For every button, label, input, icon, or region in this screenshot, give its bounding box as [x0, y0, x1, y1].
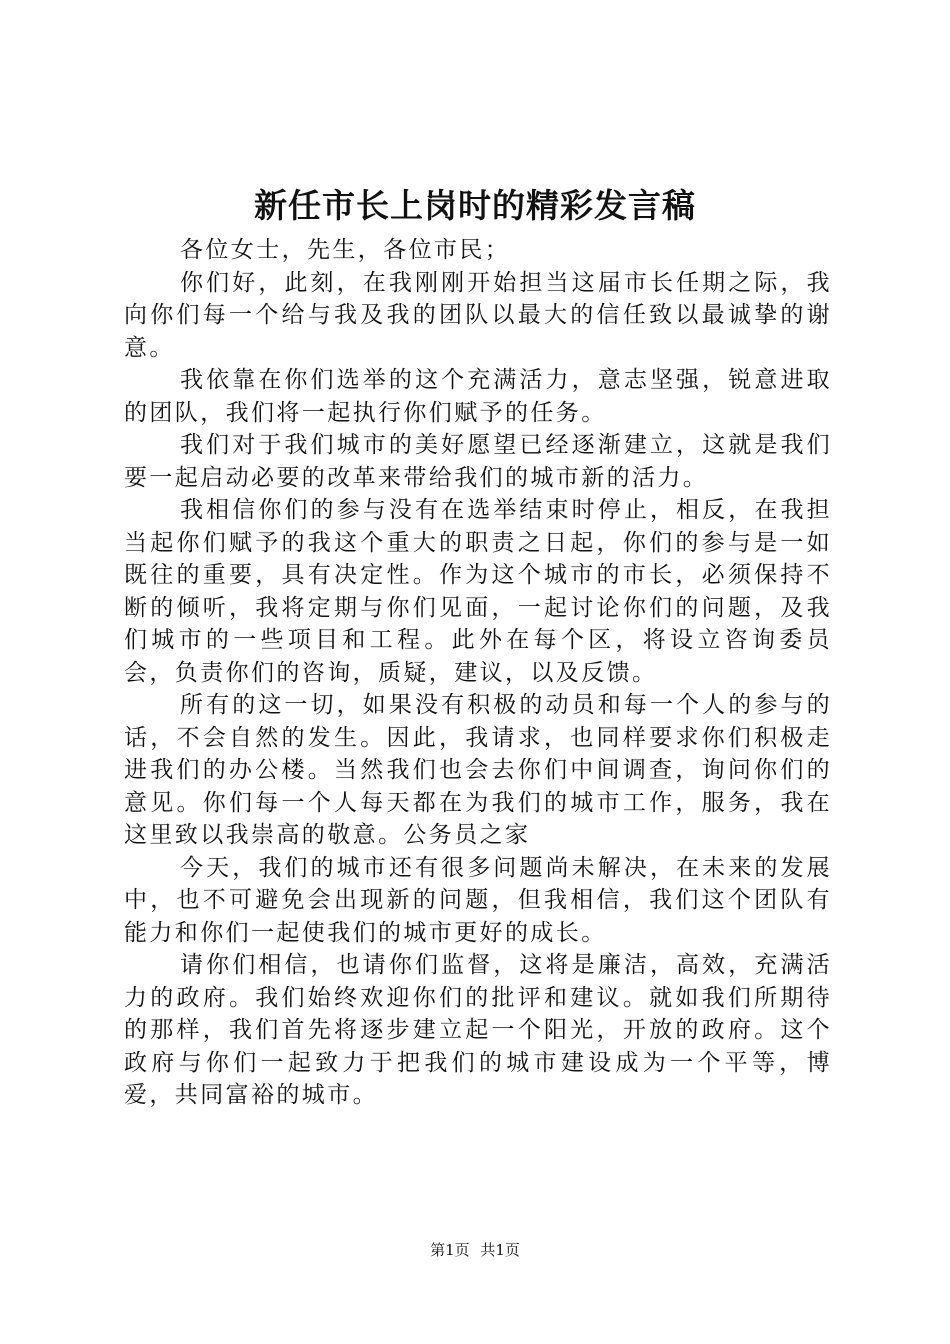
- page-number-total: 共1页: [480, 1241, 520, 1259]
- paragraph: 我相信你们的参与没有在选举结束时停止，相反，在我担当起你们赋予的我这个重大的职责之日起，你们的参与是一如既往的重要，具有决定性。作为这个城市的市长，必须保持不断的倾听，我将定期与你们见面，一起讨论你们的问题，及我们城市的一些项目和工程。此外在每个区，将设立咨询委员会，负责你们的咨询，质疑，建议，以及反馈。: [124, 497, 832, 686]
- paragraph: 我们对于我们城市的美好愿望已经逐渐建立，这就是我们要一起启动必要的改革来带给我们的城市新的活力。: [124, 432, 832, 491]
- paragraph: 你们好，此刻，在我刚刚开始担当这届市长任期之际，我向你们每一个给与我及我的团队以最大的信任致以最诚挚的谢意。: [124, 269, 832, 361]
- paragraph: 我依靠在你们选举的这个充满活力，意志坚强，锐意进取的团队，我们将一起执行你们赋予的任务。: [124, 367, 832, 426]
- paragraph: 今天，我们的城市还有很多问题尚未解决，在未来的发展中，也不可避免会出现新的问题，但我相信，我们这个团队有能力和你们一起使我们的城市更好的成长。: [124, 854, 832, 946]
- paragraph: 所有的这一切，如果没有积极的动员和每一个人的参与的话，不会自然的发生。因此，我请求，也同样要求你们积极走进我们的办公楼。当然我们也会去你们中间调查，询问你们的意见。你们每一个人每天都在为我们的城市工作，服务，我在这里致以我崇高的敬意。公务员之家: [124, 692, 832, 848]
- document-body: [124, 234, 832, 1112]
- paragraph-greeting: 各位女士，先生，各位市民；: [180, 237, 511, 263]
- page-footer: [0, 1240, 950, 1260]
- paragraph: 请你们相信，也请你们监督，这将是廉洁，高效，充满活力的政府。我们始终欢迎你们的批评和建议。就如我们所期待的那样，我们首先将逐步建立起一个阳光，开放的政府。这个政府与你们一起致力于把我们的城市建设成为一个平等，博爱，共同富裕的城市。: [124, 952, 832, 1108]
- document-title: 新任市长上岗时的精彩发言稿: [254, 186, 696, 225]
- page-number-current: 第1页: [430, 1241, 470, 1259]
